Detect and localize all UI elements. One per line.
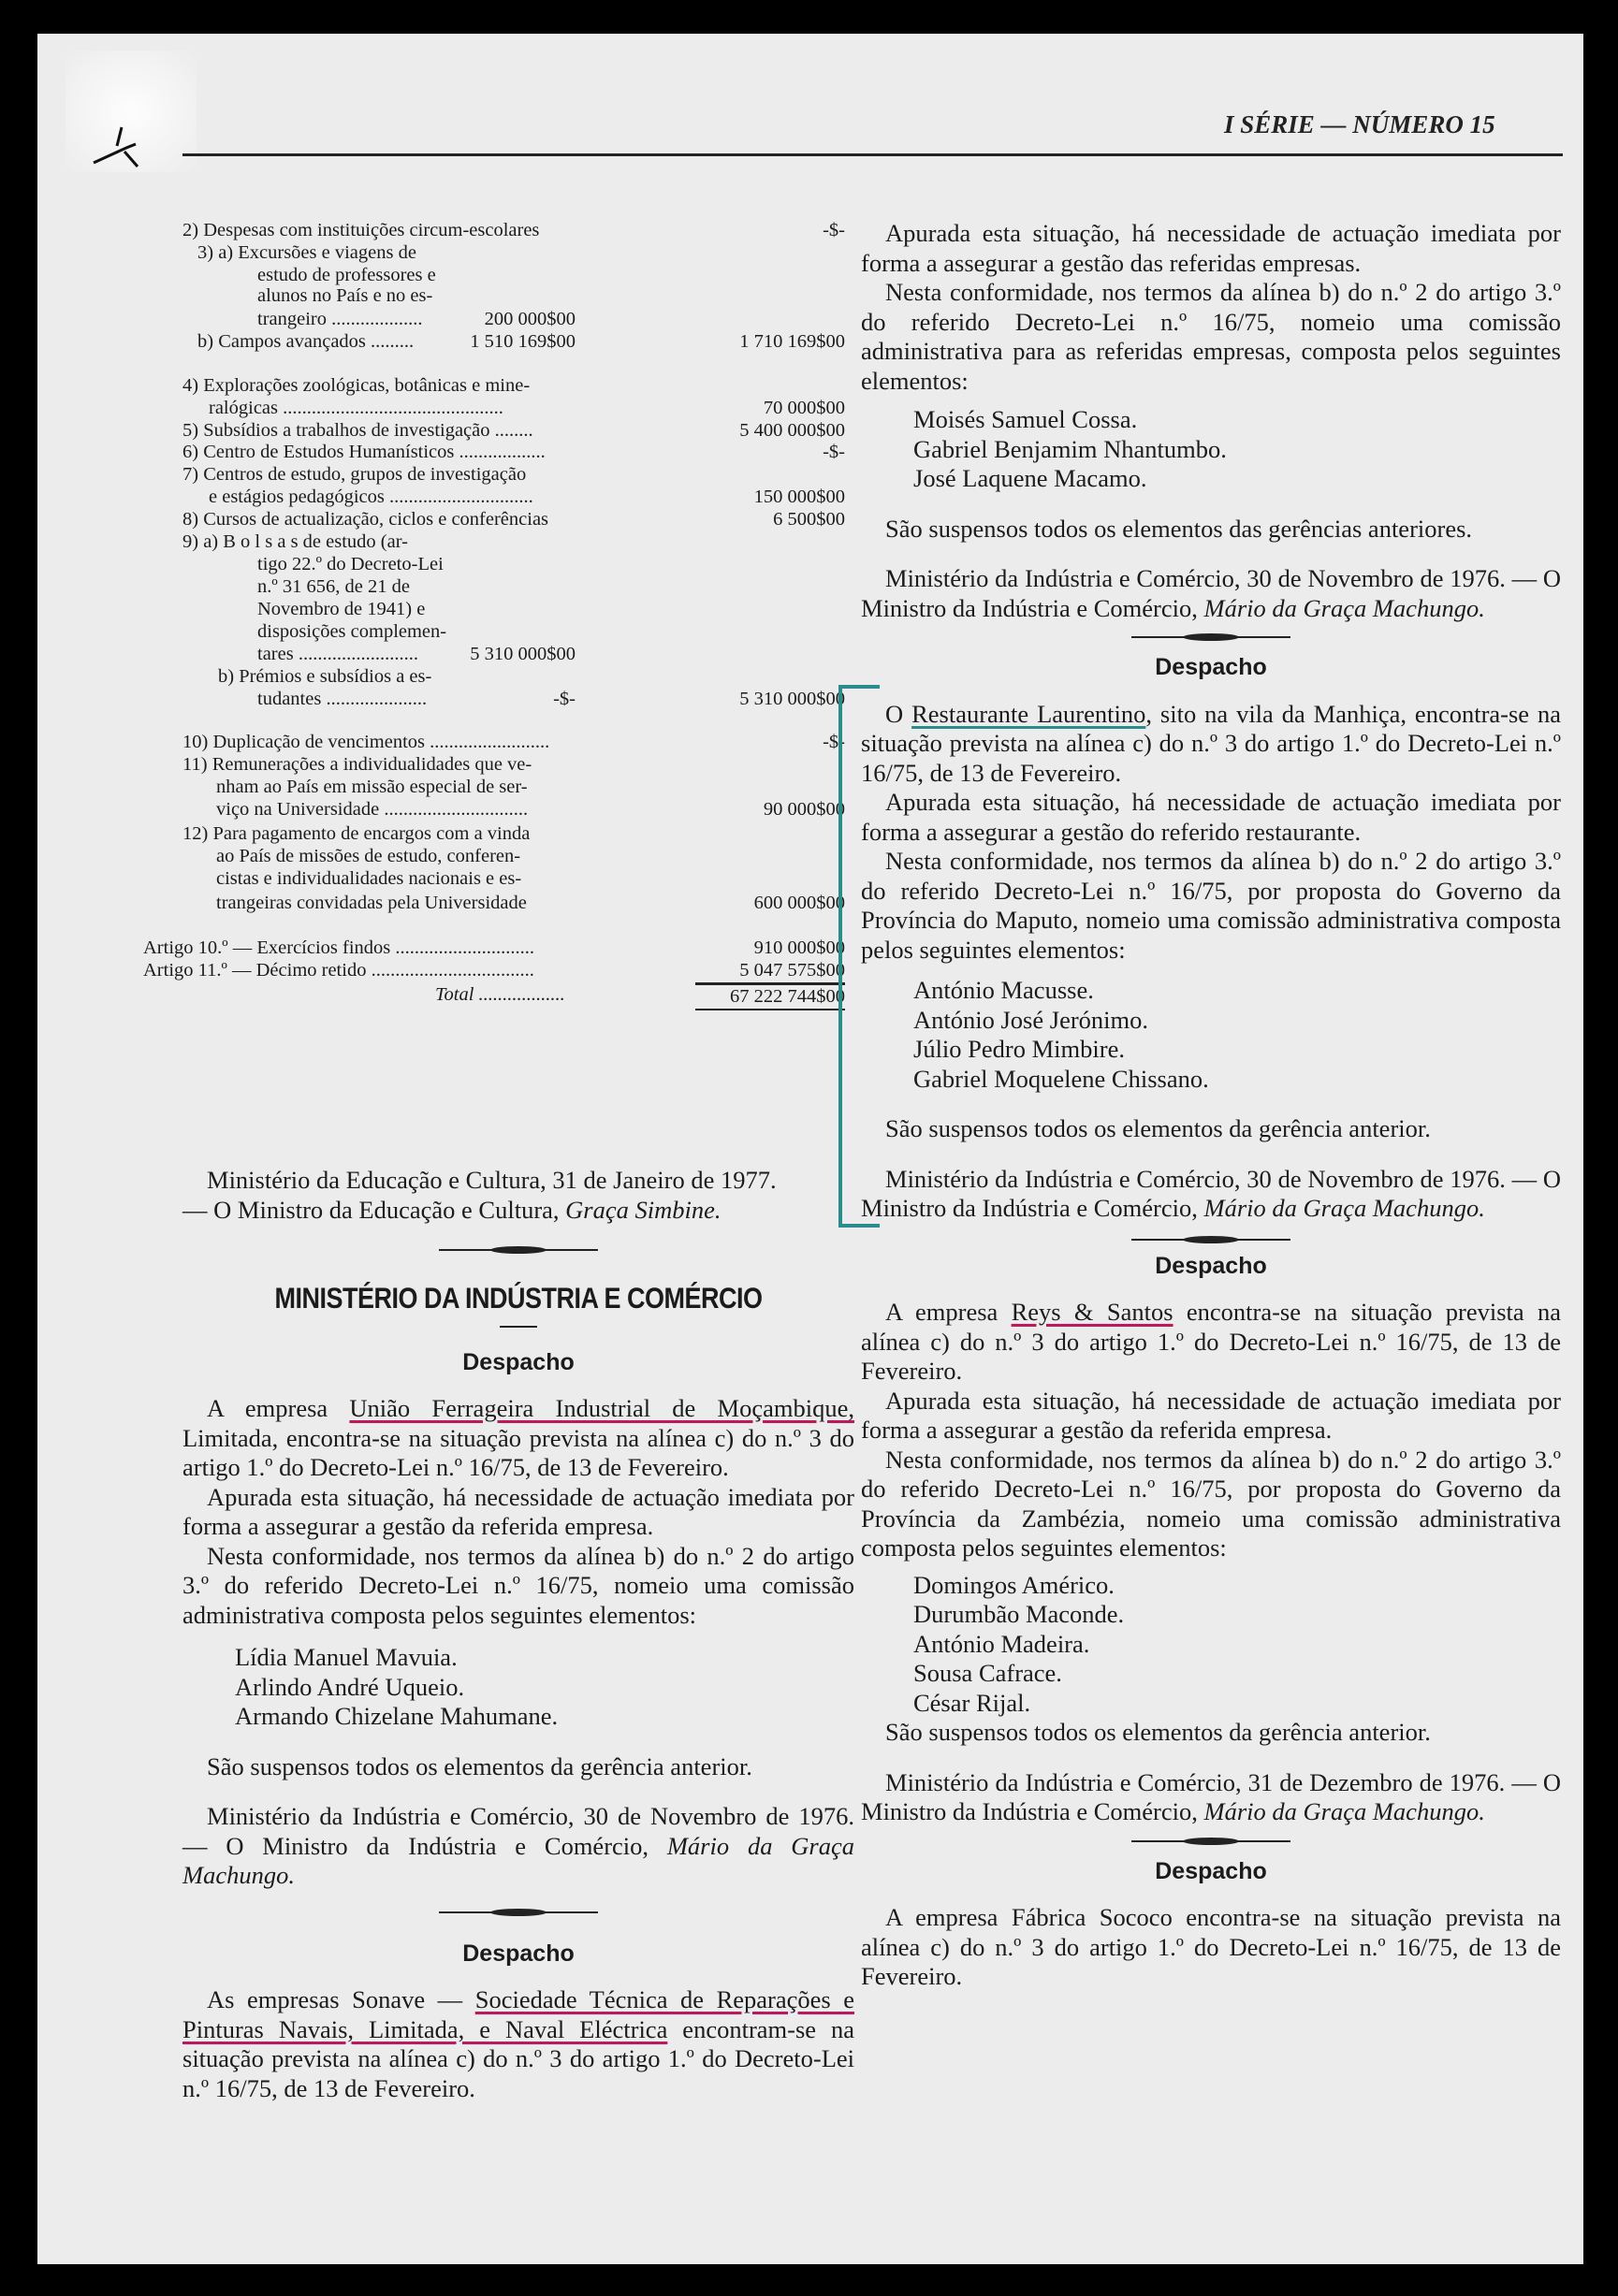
budget-amount: 600 000$00	[753, 893, 845, 913]
left-column	[143, 219, 855, 2103]
title-rule	[500, 1326, 537, 1328]
budget-line: 7) Centros de estudo, grupos de investigação	[182, 464, 527, 485]
budget-line: viço na Universidade ..............................	[216, 799, 529, 820]
dispatch-signoff: Ministério da Indústria e Comércio, 30 de Novembro de 1976. — O Ministro da Indústria e Comércio, Mário da Graça Machungo.	[861, 564, 1561, 622]
dispatch-laurentino-paragraph: Apurada esta situação, há necessidade de actuação imediata por forma a assegurar a gestão do referido restaurante.	[861, 788, 1561, 846]
member-list	[182, 1643, 854, 1732]
budget-amount: 90 000$00	[763, 799, 845, 820]
budget-amount: -$-	[823, 732, 845, 752]
company-name: Sociedade Técnica de Reparações e Pinturas Navais, Limitada, e Naval Eléctrica	[182, 1985, 854, 2043]
member-list	[861, 405, 1561, 494]
dispatch-laurentino-opening: O Restaurante Laurentino, sito na vila da Manhiça, encontra-se na situação prevista na alínea c) do n.º 3 do artigo 1.º do Decreto-Lei n.º 16/75, de 13 de Fevereiro.	[861, 699, 1561, 787]
member-name: Júlio Pedro Mimbire.	[913, 1035, 1125, 1063]
budget-line: b) Campos avançados .........	[197, 331, 415, 352]
budget-amount: 150 000$00	[753, 487, 845, 507]
section-ornament	[439, 1906, 598, 1919]
dispatch-laurentino-paragraph: Nesta conformidade, nos termos da alínea b) do n.º 2 do artigo 3.º do referido Decreto-Lei n.º 16/75, por proposta do Governo da Província do Maputo, nomeio uma comissão administrativa composta pelos seguintes elementos:	[861, 847, 1561, 964]
budget-amount: 910 000$00	[753, 937, 845, 958]
budget-line: cistas e individualidades nacionais e es-	[216, 868, 522, 889]
running-header: I SÉRIE — NÚMERO 15	[1224, 110, 1495, 138]
suspension-note: São suspensos todos os elementos da gerência anterior.	[885, 1718, 1431, 1746]
company-name: União Ferrageira Industrial de Moçambique,	[349, 1394, 854, 1422]
budget-subamount: 5 310 000$00	[470, 644, 576, 664]
budget-line: e estágios pedagógicos ..............................	[209, 487, 533, 507]
budget-line: 3) a) Excursões e viagens de	[197, 242, 416, 263]
suspension-note: São suspensos todos os elementos das gerências anteriores.	[885, 514, 1473, 543]
budget-line: 11) Remunerações a individualidades que ve-	[182, 754, 532, 775]
member-name: Armando Chizelane Mahumane.	[235, 1702, 559, 1730]
dispatch-sonave-opening: As empresas Sonave — Sociedade Técnica de Reparações e Pinturas Navais, Limitada, e Naval Eléctrica encontram-se na situação prevista na alínea c) do n.º 3 do artigo 1.º do Decreto-Lei n.º 16/75, de 13 de Fevereiro.	[182, 1985, 855, 2102]
member-name: José Laquene Macamo.	[913, 464, 1147, 492]
budget-line: n.º 31 656, de 21 de	[257, 576, 410, 597]
highlighted-dispatch	[861, 700, 1561, 1224]
budget-line: 6) Centro de Estudos Humanísticos ..................	[182, 442, 546, 462]
budget-line: Novembro de 1941) e	[257, 599, 426, 619]
budget-line: alunos no País e no es-	[257, 285, 433, 306]
dispatch-uniao-paragraph: Nesta conformidade, nos termos da alínea b) do n.º 2 do artigo 3.º do referido Decreto-Lei n.º 16/75, nomeio uma comissão administrativa composta pelos seguintes elementos:	[182, 1541, 854, 1629]
section-ornament	[1131, 631, 1290, 644]
budget-line: b) Prémios e subsídios a es-	[218, 666, 432, 687]
member-list	[861, 976, 1561, 1094]
budget-line: trangeiro ...................	[257, 309, 423, 329]
dispatch-reys-paragraph: Nesta conformidade, nos termos da alínea b) do n.º 2 do artigo 3.º do referido Decreto-Lei n.º 16/75, por proposta do Governo da Província da Zambézia, nomeio uma comissão administrativa composta pelos seguintes elementos:	[861, 1445, 1561, 1562]
member-name: António Macusse.	[913, 976, 1094, 1004]
budget-line: 9) a) B o l s a s de estudo (ar-	[182, 531, 408, 552]
budget-line: 4) Explorações zoológicas, botânicas e mine-	[182, 375, 531, 396]
budget-line: ao País de missões de estudo, conferen-	[216, 846, 521, 866]
budget-line: Total ..................	[435, 984, 565, 1005]
member-name: Durumbão Maconde.	[913, 1600, 1125, 1628]
budget-line: Artigo 10.º — Exercícios findos .............................	[143, 937, 535, 958]
dispatch-uniao-opening: A empresa União Ferrageira Industrial de Moçambique, Limitada, encontra-se na situação prevista na alínea c) do n.º 3 do artigo 1.º do Decreto-Lei n.º 16/75, de 13 de Fevereiro.	[182, 1394, 854, 1481]
ministry-title: MINISTÉRIO DA INDÚSTRIA E COMÉRCIO	[274, 1282, 763, 1315]
budget-line: tares .........................	[257, 644, 418, 664]
dispatch-title: Despacho	[1155, 1857, 1267, 1884]
header-rule	[182, 153, 1563, 156]
member-name: César Rijal.	[913, 1688, 1031, 1717]
budget-amount: -$-	[823, 442, 845, 462]
member-list	[861, 1571, 1561, 1719]
education-signoff: Ministério da Educação e Cultura, 31 de Janeiro de 1977. — O Ministro da Educação e Cultura, Graça Simbine.	[182, 1166, 777, 1224]
dispatch-reys-paragraph: Apurada esta situação, há necessidade de actuação imediata por forma a assegurar a gestão da referida empresa.	[861, 1386, 1561, 1444]
section-ornament	[439, 1243, 598, 1257]
suspension-note: São suspensos todos os elementos da gerência anterior.	[207, 1751, 752, 1780]
budget-amount: 70 000$00	[763, 398, 845, 418]
budget-amount: 5 400 000$00	[739, 420, 845, 441]
dispatch-title: Despacho	[1155, 654, 1267, 680]
budget-line: 10) Duplicação de vencimentos .........................	[182, 732, 550, 752]
budget-line: Artigo 11.º — Décimo retido ..................................	[143, 960, 534, 981]
budget-line: nham ao País em missão especial de ser-	[216, 777, 528, 797]
dispatch-title: Despacho	[1155, 1252, 1267, 1279]
section-ornament	[1131, 1835, 1290, 1848]
company-name: Restaurante Laurentino	[911, 699, 1146, 728]
annotation-bracket	[838, 685, 880, 1228]
budget-line: ralógicas ..............................................	[209, 398, 503, 418]
budget-amount: 67 222 744$00	[695, 983, 845, 1010]
dispatch-signoff: Ministério da Indústria e Comércio, 30 de Novembro de 1976. — O Ministro da Indústria e Comércio, Mário da Graça Machungo.	[182, 1802, 854, 1889]
company-name: Reys & Santos	[1011, 1298, 1173, 1326]
member-name: Sousa Cafrace.	[913, 1659, 1062, 1687]
section-ornament	[1131, 1233, 1290, 1246]
dispatch-title: Despacho	[462, 1348, 575, 1375]
budget-amount: 1 710 169$00	[739, 331, 845, 352]
member-name: Arlindo André Uqueio.	[235, 1672, 465, 1701]
member-name: Gabriel Moquelene Chissano.	[913, 1064, 1209, 1093]
dispatch-signoff: Ministério da Indústria e Comércio, 31 de Dezembro de 1976. — O Ministro da Indústria e Comércio, Mário da Graça Machungo.	[861, 1767, 1561, 1825]
budget-subamount: 1 510 169$00	[470, 331, 576, 352]
budget-subamount: -$-	[553, 689, 576, 709]
suspension-note: São suspensos todos os elementos da gerência anterior.	[885, 1114, 1431, 1142]
member-name: Moisés Samuel Cossa.	[913, 405, 1138, 433]
budget-amount: 6 500$00	[773, 509, 845, 530]
budget-amount: 5 310 000$00	[739, 689, 845, 709]
budget-line: tudantes .....................	[257, 689, 428, 709]
member-name: António José Jerónimo.	[913, 1005, 1148, 1034]
budget-line: 12) Para pagamento de encargos com a vinda	[182, 823, 531, 844]
budget-line: trangeiras convidadas pela Universidade	[216, 893, 527, 913]
budget-table	[143, 219, 854, 1166]
dispatch-title: Despacho	[462, 1940, 575, 1967]
budget-subamount: 200 000$00	[484, 309, 576, 329]
budget-line: 8) Cursos de actualização, ciclos e conferências	[182, 509, 549, 530]
dispatch-sonave-paragraph: Apurada esta situação, há necessidade de actuação imediata por forma a assegurar a gestão das referidas empresas.	[861, 219, 1561, 277]
member-name: Gabriel Benjamim Nhantumbo.	[913, 434, 1227, 463]
budget-amount: 5 047 575$00	[695, 959, 845, 984]
dispatch-uniao-paragraph: Apurada esta situação, há necessidade de actuação imediata por forma a assegurar a gestão da referida empresa.	[182, 1482, 854, 1540]
scanned-page	[37, 34, 1583, 2264]
budget-line: disposições complemen-	[257, 621, 447, 642]
dispatch-sococo-opening: A empresa Fábrica Sococo encontra-se na situação prevista na alínea c) do n.º 3 do artigo 1.º do Decreto-Lei n.º 16/75, de 13 de Fevereiro.	[861, 1903, 1561, 1990]
budget-line: 2) Despesas com instituições circum-escolares	[182, 220, 540, 240]
pen-mark-icon	[89, 109, 173, 183]
budget-line: tigo 22.º do Decreto-Lei	[257, 554, 444, 574]
dispatch-signoff: Ministério da Indústria e Comércio, 30 de Novembro de 1976. — O Ministro da Indústria e Comércio, Mário da Graça Machungo.	[861, 1164, 1561, 1222]
dispatch-reys-opening: A empresa Reys & Santos encontra-se na situação prevista na alínea c) do n.º 3 do artigo 1.º do Decreto-Lei n.º 16/75, de 13 de Fevereiro.	[861, 1298, 1562, 1385]
member-name: António Madeira.	[913, 1629, 1090, 1658]
budget-line: estudo de professores e	[257, 265, 436, 285]
budget-line: 5) Subsídios a trabalhos de investigação ........	[182, 420, 533, 441]
budget-amount: -$-	[823, 220, 845, 240]
member-name: Lídia Manuel Mavuia.	[235, 1643, 458, 1671]
dispatch-sonave-paragraph: Nesta conformidade, nos termos da alínea b) do n.º 2 do artigo 3.º do referido Decreto-Lei n.º 16/75, nomeio uma comissão administrativa para as referidas empresas, composta pelos seguintes elementos:	[861, 278, 1561, 395]
member-name: Domingos Américo.	[913, 1570, 1115, 1599]
right-column	[861, 219, 1561, 1992]
